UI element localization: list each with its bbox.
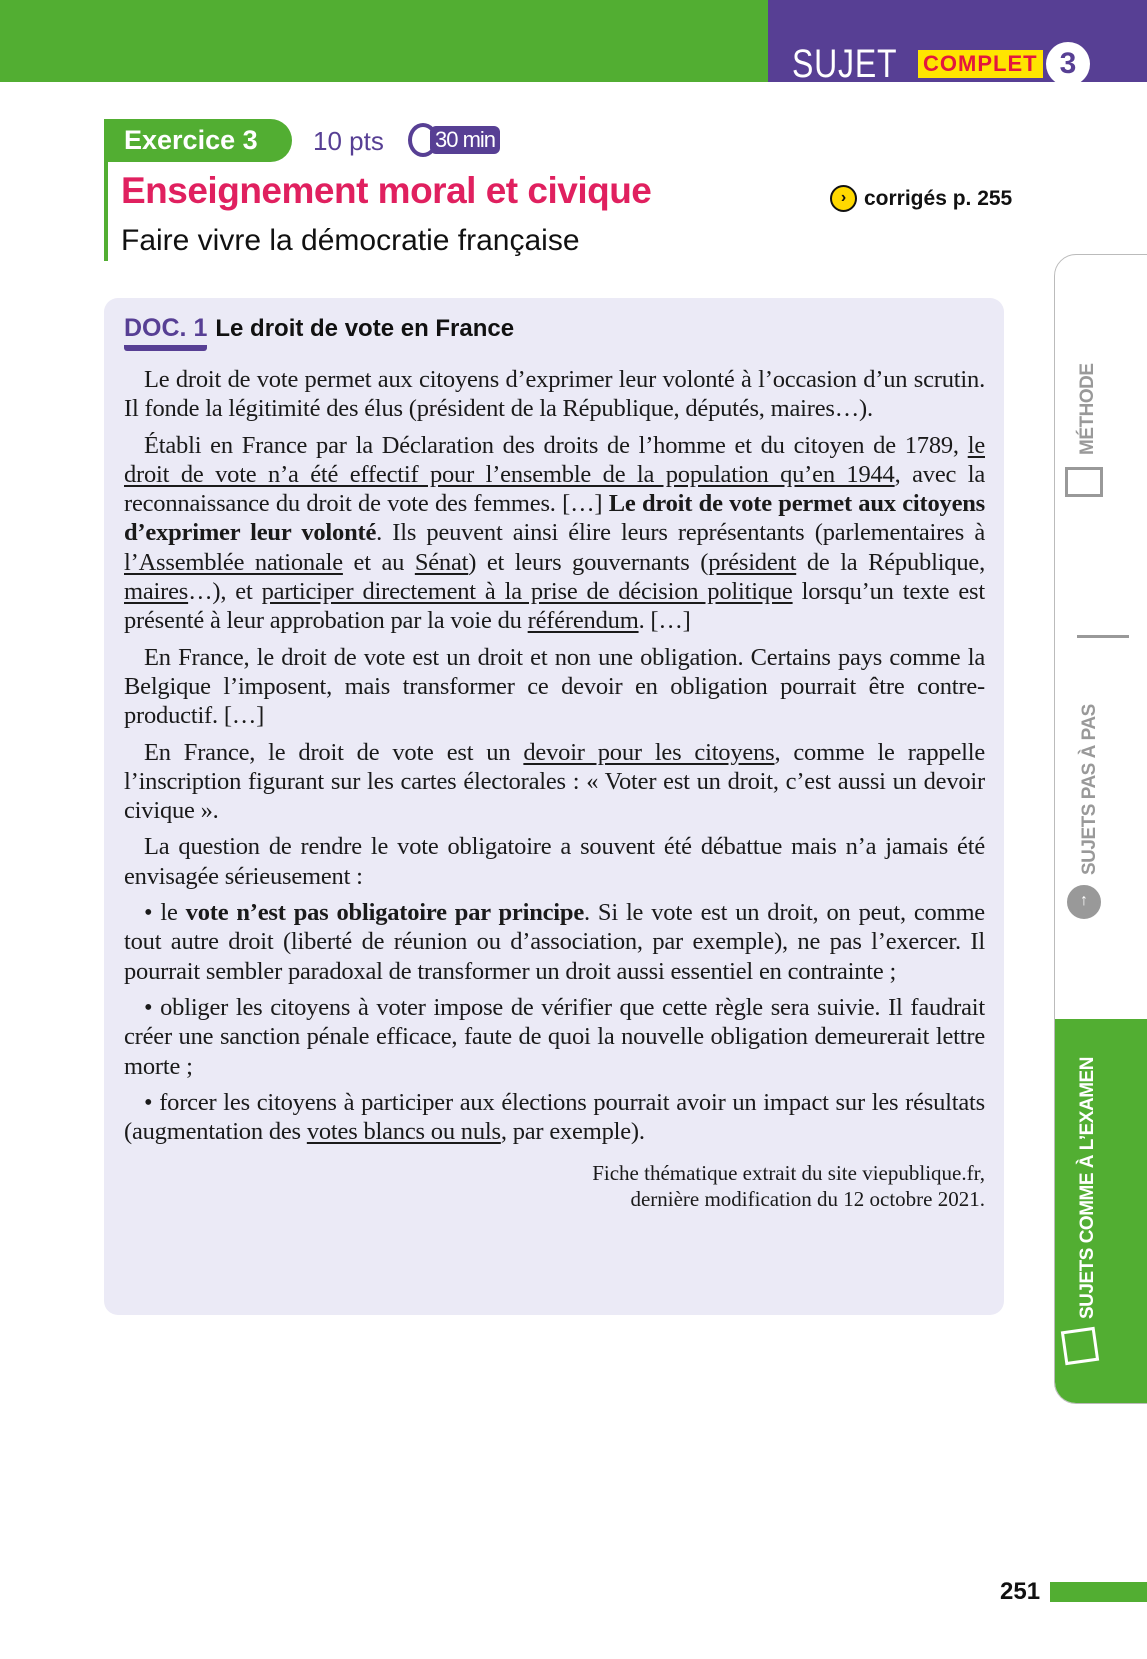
tab-sujets-pas-a-pas[interactable]: SUJETS PAS À PAS (1079, 704, 1100, 875)
underlined-text: Sénat (414, 548, 469, 576)
sujet-label: SUJET (792, 42, 898, 82)
exercise-title: Enseignement moral et civique (121, 170, 652, 211)
doc-paragraph (124, 643, 985, 731)
duration-badge (408, 124, 500, 156)
underlined-text: participer directement à la prise de décision politique (261, 578, 793, 606)
document-box (104, 298, 1004, 1315)
text-segment: En France, le droit de vote est un (144, 738, 524, 766)
text-segment: lorsqu’un texte est présenté à leur approbation par la voie du (124, 578, 985, 635)
duration-label: 30 min (430, 126, 500, 154)
doc-source (124, 1160, 985, 1212)
underlined-text: président (708, 548, 797, 576)
doc-paragraph (124, 431, 985, 636)
tab-examen-label: SUJETS COMME À L’EXAMEN (1077, 1057, 1098, 1319)
text-segment: ) et leurs gouvernants ( (468, 548, 709, 576)
bold-text: Le droit de vote permet aux citoyens d’exprimer leur volonté (124, 490, 986, 547)
doc-paragraph (124, 365, 985, 424)
source-line-1: Fiche thématique extrait du site viepublique.fr, (592, 1161, 985, 1186)
tab-sujets-examen[interactable] (1055, 1019, 1147, 1404)
corriges-link[interactable] (830, 185, 1012, 212)
underlined-text: votes blancs ou nuls (306, 1118, 501, 1146)
text-segment: • forcer les citoyens à participer aux élections pourrait avoir un impact sur les résultats (augmentation des (124, 1088, 985, 1146)
doc-body (124, 365, 985, 1146)
subject-header (768, 0, 1147, 82)
text-segment: . Si le vote est un droit, on peut, comme tout autre droit (liberté de réunion ou d’association, par exemple), ne pas l’exercer. Il pourrait sembler paradoxal de transformer un droit aussi essentiel en contrainte ; (124, 899, 985, 985)
text-segment: En France, le droit de vote est un droit et non une obligation. Certains pays comme la Belgique l’imposent, mais transformer ce devoir en obligation pourrait être contre-productif. […] (124, 643, 985, 730)
text-segment: , avec la reconnaissance du droit de vote des femmes. […] (124, 460, 985, 518)
source-line-2: dernière modification du 12 octobre 2021. (630, 1187, 985, 1212)
text-segment: Établi en France par la Déclaration des droits de l’homme et du citoyen de 1789, (144, 431, 968, 459)
text-segment: La question de rendre le vote obligatoire a souvent été débattue mais n’a jamais été envisagée sérieusement : (124, 833, 985, 890)
doc-title: Le droit de vote en France (215, 315, 515, 342)
underlined-text: l’Assemblée nationale (124, 548, 343, 576)
arrow-up-icon: ↑ (1067, 885, 1101, 919)
complet-badge: COMPLET (918, 50, 1043, 78)
tab-separator (1077, 635, 1129, 638)
text-segment: , par exemple). (500, 1118, 645, 1146)
doc-paragraph (124, 738, 985, 826)
underlined-text: maires (124, 578, 189, 606)
exercise-subtitle: Faire vivre la démocratie française (121, 224, 580, 257)
points: 10 pts (313, 126, 384, 156)
chevron-right-icon: › (830, 185, 857, 212)
text-segment: Le droit de vote permet aux citoyens d’exprimer leur volonté à l’occasion d’un scrutin. Il fonde la légitimité des élus (président de la République, députés, maires…). (124, 366, 985, 423)
page-number-bar (1050, 1582, 1147, 1602)
section-side-tabs (1054, 254, 1147, 1404)
doc-header (124, 314, 985, 351)
text-segment: et au (342, 548, 415, 576)
tab-methode[interactable]: MÉTHODE (1077, 363, 1098, 455)
subject-number: 3 (1046, 42, 1090, 82)
methode-icon (1065, 467, 1103, 497)
exercise-tab: Exercice 3 (104, 119, 292, 162)
text-segment: , comme le rappelle l’inscription figurant sur les cartes électorales : « Voter est un droit, c’est aussi un devoir civique ». (124, 738, 986, 825)
doc-paragraph (124, 993, 985, 1081)
notepad-icon (1061, 1327, 1099, 1365)
underlined-text: devoir pour les citoyens (523, 738, 775, 766)
doc-paragraph (124, 898, 985, 986)
corriges-label: corrigés p. 255 (864, 186, 1013, 210)
top-green-band (0, 0, 768, 82)
text-segment: . […] (638, 607, 691, 635)
bold-text: vote n’est pas obligatoire par principe (185, 899, 585, 927)
text-segment: …), et (188, 578, 262, 606)
page-number: 251 (1000, 1578, 1041, 1605)
doc-paragraph (124, 832, 985, 891)
text-segment: de la République, (796, 548, 985, 576)
underlined-text: le droit de vote n’a été effectif pour l’ensemble de la population qu’en 1944 (124, 431, 985, 488)
text-segment: • obliger les citoyens à voter impose de vérifier que cette règle sera suivie. Il faudrait créer une sanction pénale efficace, faute de quoi la nouvelle obligation demeurerait lettre morte ; (124, 993, 985, 1080)
text-segment: . Ils peuvent ainsi élire leurs représentants (parlementaires à (376, 519, 985, 547)
doc-number: DOC. 1 (124, 314, 207, 351)
text-segment: • le (144, 899, 186, 927)
doc-paragraph (124, 1088, 985, 1147)
underlined-text: référendum (527, 607, 639, 635)
